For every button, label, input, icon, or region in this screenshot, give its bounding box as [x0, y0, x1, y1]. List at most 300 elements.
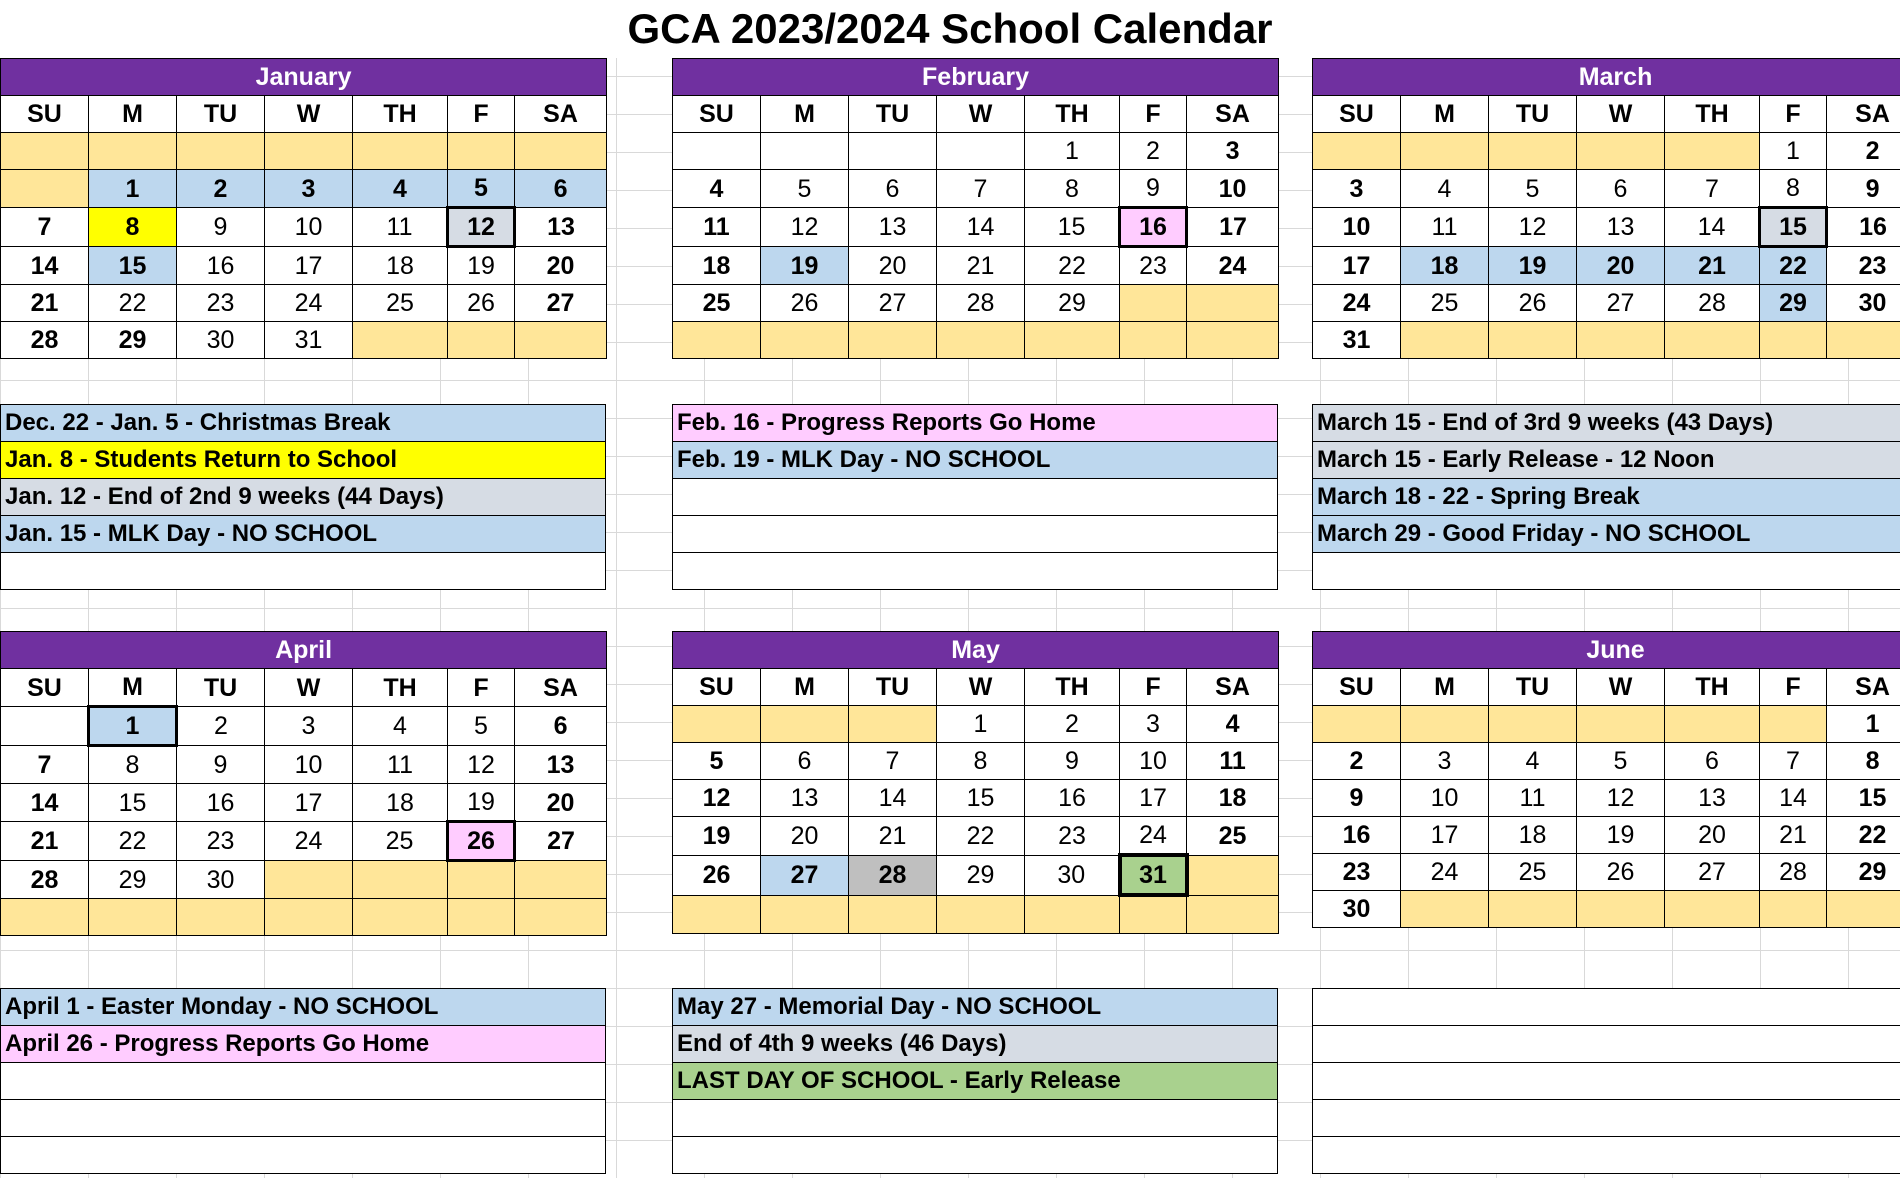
day-cell: 5: [673, 743, 761, 780]
empty-day-cell: [1760, 891, 1827, 928]
day-cell: 26: [1577, 854, 1665, 891]
day-cell: 13: [1665, 780, 1760, 817]
day-cell: 17: [265, 247, 353, 285]
day-cell: 30: [1313, 891, 1401, 928]
day-cell: 26: [448, 285, 515, 322]
day-cell: 21: [937, 247, 1025, 285]
day-header: TU: [1489, 669, 1577, 706]
day-cell: 6: [1665, 743, 1760, 780]
empty-note-row: [1, 1137, 606, 1174]
day-cell: 24: [265, 285, 353, 322]
day-cell: 17: [1313, 247, 1401, 285]
day-header: W: [1577, 96, 1665, 133]
week-row: [673, 247, 1279, 285]
day-cell: 30: [177, 861, 265, 899]
empty-day-cell: [1489, 133, 1577, 170]
day-cell: 7: [1665, 170, 1760, 208]
week-row: [1, 170, 607, 208]
day-cell: 4: [1187, 706, 1279, 743]
day-cell: 20: [515, 247, 607, 285]
day-cell: 9: [1025, 743, 1120, 780]
day-cell: 20: [761, 817, 849, 856]
day-cell: 11: [1401, 208, 1489, 247]
empty-day-cell: [849, 133, 937, 170]
day-header: TU: [177, 669, 265, 707]
day-cell: 19: [1489, 247, 1577, 285]
day-header: SA: [1187, 96, 1279, 133]
week-row: [1, 208, 607, 247]
empty-note-row: [1313, 553, 1900, 590]
day-cell: 13: [515, 746, 607, 784]
empty-day-cell: [1827, 891, 1900, 928]
day-cell: 2: [1313, 743, 1401, 780]
day-header: TH: [1665, 96, 1760, 133]
day-header: TH: [1665, 669, 1760, 706]
empty-day-cell: [448, 322, 515, 359]
empty-day-cell: [1489, 322, 1577, 359]
day-cell: 23: [1827, 247, 1900, 285]
day-cell: 3: [1313, 170, 1401, 208]
week-row: [673, 706, 1279, 743]
month-title: February: [673, 59, 1279, 96]
week-row: [673, 780, 1279, 817]
day-cell: 24: [1313, 285, 1401, 322]
day-cell: 18: [1489, 817, 1577, 854]
empty-day-cell: [515, 861, 607, 899]
day-cell: 28: [1, 861, 89, 899]
day-cell: 7: [849, 743, 937, 780]
day-header: M: [1401, 669, 1489, 706]
week-row: [673, 743, 1279, 780]
day-cell: 8: [89, 208, 177, 247]
week-row: [1313, 208, 1900, 247]
day-cell: 10: [1187, 170, 1279, 208]
empty-day-cell: [1665, 891, 1760, 928]
empty-day-cell: [761, 133, 849, 170]
day-header: F: [448, 96, 515, 133]
day-cell: 29: [1760, 285, 1827, 322]
event-note: Dec. 22 - Jan. 5 - Christmas Break: [1, 405, 606, 442]
week-row: [1313, 891, 1900, 928]
day-cell: 5: [448, 170, 515, 208]
empty-day-cell: [1827, 322, 1900, 359]
day-cell: 19: [761, 247, 849, 285]
week-row: [1313, 743, 1900, 780]
day-cell: 10: [265, 746, 353, 784]
event-note: March 29 - Good Friday - NO SCHOOL: [1313, 516, 1900, 553]
day-cell: 15: [89, 784, 177, 822]
week-row: [673, 133, 1279, 170]
day-cell: 5: [1577, 743, 1665, 780]
empty-day-cell: [1, 899, 89, 936]
empty-day-cell: [673, 895, 761, 934]
day-header: TH: [1025, 96, 1120, 133]
day-cell: 22: [1760, 247, 1827, 285]
day-cell: 28: [937, 285, 1025, 322]
day-cell: 17: [1187, 208, 1279, 247]
month-calendar-february: [672, 58, 1279, 359]
day-header: W: [265, 669, 353, 707]
event-note: Feb. 19 - MLK Day - NO SCHOOL: [673, 442, 1278, 479]
empty-note-row: [673, 1100, 1278, 1137]
week-row: [1313, 706, 1900, 743]
day-cell: 7: [1, 746, 89, 784]
day-header: M: [761, 669, 849, 706]
empty-day-cell: [673, 133, 761, 170]
day-cell: 18: [673, 247, 761, 285]
day-cell: 1: [89, 707, 177, 746]
day-header: TH: [353, 669, 448, 707]
day-cell: 22: [1025, 247, 1120, 285]
empty-note-row: [673, 479, 1278, 516]
day-cell: 26: [1489, 285, 1577, 322]
day-header: F: [1760, 669, 1827, 706]
empty-day-cell: [1401, 133, 1489, 170]
day-cell: 17: [1401, 817, 1489, 854]
day-header: TU: [849, 669, 937, 706]
empty-day-cell: [1120, 895, 1187, 934]
day-cell: 14: [1, 247, 89, 285]
day-cell: 30: [1827, 285, 1900, 322]
day-header: SA: [1827, 96, 1900, 133]
day-header: SU: [673, 669, 761, 706]
event-note: Jan. 8 - Students Return to School: [1, 442, 606, 479]
day-cell: 22: [89, 822, 177, 861]
day-header: W: [937, 669, 1025, 706]
empty-day-cell: [89, 133, 177, 170]
empty-note-row: [1313, 1026, 1900, 1063]
day-cell: 3: [1120, 706, 1187, 743]
day-cell: 11: [673, 208, 761, 247]
day-cell: 1: [89, 170, 177, 208]
day-header: F: [1120, 669, 1187, 706]
empty-note-row: [673, 516, 1278, 553]
day-cell: 14: [1760, 780, 1827, 817]
day-cell: 27: [515, 285, 607, 322]
event-note: April 1 - Easter Monday - NO SCHOOL: [1, 989, 606, 1026]
day-header: M: [89, 669, 177, 707]
week-row: [1, 285, 607, 322]
day-header: SA: [515, 96, 607, 133]
month-calendar-april: [0, 631, 607, 936]
day-cell: 13: [1577, 208, 1665, 247]
day-cell: 15: [1760, 208, 1827, 247]
day-cell: 30: [1025, 855, 1120, 895]
day-cell: 2: [177, 707, 265, 746]
day-cell: 16: [1313, 817, 1401, 854]
event-note: LAST DAY OF SCHOOL - Early Release: [673, 1063, 1278, 1100]
day-cell: 3: [265, 170, 353, 208]
empty-day-cell: [1120, 285, 1187, 322]
empty-day-cell: [515, 322, 607, 359]
day-cell: 11: [353, 746, 448, 784]
event-note: April 26 - Progress Reports Go Home: [1, 1026, 606, 1063]
day-cell: 10: [1401, 780, 1489, 817]
day-cell: 4: [353, 170, 448, 208]
week-row: [1, 707, 607, 746]
day-cell: 2: [1827, 133, 1900, 170]
day-cell: 16: [1827, 208, 1900, 247]
empty-day-cell: [1401, 322, 1489, 359]
day-cell: 19: [448, 784, 515, 822]
empty-day-cell: [1120, 322, 1187, 359]
day-cell: 9: [1827, 170, 1900, 208]
day-cell: 29: [1025, 285, 1120, 322]
day-cell: 16: [177, 784, 265, 822]
day-cell: 8: [89, 746, 177, 784]
day-header: TU: [177, 96, 265, 133]
day-cell: 17: [265, 784, 353, 822]
day-cell: 25: [673, 285, 761, 322]
day-cell: 12: [761, 208, 849, 247]
day-cell: 8: [1760, 170, 1827, 208]
day-cell: 24: [265, 822, 353, 861]
day-cell: 27: [1665, 854, 1760, 891]
week-row: [1313, 247, 1900, 285]
empty-day-cell: [1, 170, 89, 208]
empty-day-cell: [1577, 891, 1665, 928]
week-row: [673, 322, 1279, 359]
empty-day-cell: [937, 895, 1025, 934]
event-note: May 27 - Memorial Day - NO SCHOOL: [673, 989, 1278, 1026]
day-header: TU: [1489, 96, 1577, 133]
day-cell: 12: [1577, 780, 1665, 817]
empty-day-cell: [1577, 133, 1665, 170]
day-cell: 21: [1, 285, 89, 322]
day-cell: 10: [1313, 208, 1401, 247]
day-cell: 27: [849, 285, 937, 322]
day-cell: 24: [1187, 247, 1279, 285]
empty-day-cell: [849, 895, 937, 934]
day-cell: 8: [1025, 170, 1120, 208]
day-cell: 11: [353, 208, 448, 247]
day-cell: 6: [515, 170, 607, 208]
event-note: Jan. 15 - MLK Day - NO SCHOOL: [1, 516, 606, 553]
day-header: F: [1120, 96, 1187, 133]
month-notes-february: [672, 404, 1278, 590]
empty-day-cell: [1187, 895, 1279, 934]
month-title: May: [673, 632, 1279, 669]
day-cell: 14: [1, 784, 89, 822]
day-cell: 3: [1401, 743, 1489, 780]
day-cell: 22: [1827, 817, 1900, 854]
week-row: [1, 322, 607, 359]
empty-day-cell: [1760, 706, 1827, 743]
day-cell: 5: [761, 170, 849, 208]
week-row: [1, 784, 607, 822]
event-note: Feb. 16 - Progress Reports Go Home: [673, 405, 1278, 442]
week-row: [673, 855, 1279, 895]
day-cell: 3: [265, 707, 353, 746]
day-header: TH: [1025, 669, 1120, 706]
week-row: [673, 817, 1279, 856]
month-notes-may: [672, 988, 1278, 1174]
week-row: [673, 285, 1279, 322]
month-calendar-june: [1312, 631, 1900, 928]
day-header: M: [1401, 96, 1489, 133]
day-cell: 29: [89, 322, 177, 359]
empty-day-cell: [937, 322, 1025, 359]
day-cell: 6: [515, 707, 607, 746]
day-header: TH: [353, 96, 448, 133]
event-note: March 18 - 22 - Spring Break: [1313, 479, 1900, 516]
day-header: W: [1577, 669, 1665, 706]
empty-day-cell: [849, 322, 937, 359]
week-row: [1, 822, 607, 861]
day-cell: 13: [761, 780, 849, 817]
day-cell: 15: [1827, 780, 1900, 817]
week-row: [1313, 133, 1900, 170]
month-title: January: [1, 59, 607, 96]
empty-day-cell: [448, 861, 515, 899]
empty-day-cell: [1489, 706, 1577, 743]
week-row: [673, 208, 1279, 247]
month-calendar-may: [672, 631, 1279, 934]
empty-day-cell: [673, 706, 761, 743]
day-cell: 21: [1, 822, 89, 861]
day-cell: 20: [515, 784, 607, 822]
day-cell: 2: [1025, 706, 1120, 743]
day-header: W: [937, 96, 1025, 133]
day-cell: 26: [448, 822, 515, 861]
day-cell: 25: [353, 285, 448, 322]
day-cell: 5: [1489, 170, 1577, 208]
empty-day-cell: [1665, 133, 1760, 170]
day-cell: 14: [1665, 208, 1760, 247]
day-header: SU: [1313, 96, 1401, 133]
day-cell: 21: [849, 817, 937, 856]
empty-day-cell: [1, 707, 89, 746]
day-cell: 22: [89, 285, 177, 322]
day-cell: 1: [1025, 133, 1120, 170]
day-cell: 29: [1827, 854, 1900, 891]
empty-day-cell: [1025, 322, 1120, 359]
empty-day-cell: [1577, 322, 1665, 359]
empty-note-row: [1313, 1100, 1900, 1137]
month-title: March: [1313, 59, 1900, 96]
empty-day-cell: [353, 861, 448, 899]
week-row: [1313, 780, 1900, 817]
day-header: W: [265, 96, 353, 133]
day-header: SU: [1, 669, 89, 707]
empty-day-cell: [849, 706, 937, 743]
day-cell: 21: [1665, 247, 1760, 285]
day-cell: 18: [1187, 780, 1279, 817]
day-cell: 18: [353, 784, 448, 822]
day-cell: 12: [1489, 208, 1577, 247]
day-cell: 9: [177, 746, 265, 784]
day-cell: 9: [1120, 170, 1187, 208]
month-calendar-january: [0, 58, 607, 359]
empty-day-cell: [673, 322, 761, 359]
day-cell: 20: [849, 247, 937, 285]
empty-day-cell: [1760, 322, 1827, 359]
empty-day-cell: [1, 133, 89, 170]
day-cell: 26: [761, 285, 849, 322]
day-cell: 7: [1, 208, 89, 247]
day-cell: 25: [353, 822, 448, 861]
day-cell: 17: [1120, 780, 1187, 817]
empty-day-cell: [761, 322, 849, 359]
day-cell: 24: [1120, 817, 1187, 856]
day-cell: 28: [1, 322, 89, 359]
day-header: F: [1760, 96, 1827, 133]
day-cell: 31: [1313, 322, 1401, 359]
empty-day-cell: [1025, 895, 1120, 934]
week-row: [1, 133, 607, 170]
event-note: End of 4th 9 weeks (46 Days): [673, 1026, 1278, 1063]
day-header: SU: [673, 96, 761, 133]
day-cell: 28: [1665, 285, 1760, 322]
day-cell: 30: [177, 322, 265, 359]
day-cell: 6: [761, 743, 849, 780]
day-cell: 1: [1827, 706, 1900, 743]
week-row: [673, 170, 1279, 208]
week-row: [1313, 817, 1900, 854]
day-cell: 2: [177, 170, 265, 208]
day-cell: 12: [673, 780, 761, 817]
day-cell: 16: [177, 247, 265, 285]
day-cell: 23: [1120, 247, 1187, 285]
day-cell: 9: [1313, 780, 1401, 817]
day-cell: 27: [1577, 285, 1665, 322]
day-cell: 28: [849, 855, 937, 895]
day-cell: 26: [673, 855, 761, 895]
week-row: [1313, 854, 1900, 891]
empty-note-row: [1313, 1063, 1900, 1100]
event-note: March 15 - End of 3rd 9 weeks (43 Days): [1313, 405, 1900, 442]
empty-day-cell: [265, 899, 353, 936]
day-header: SA: [1187, 669, 1279, 706]
empty-day-cell: [1187, 285, 1279, 322]
day-cell: 2: [1120, 133, 1187, 170]
day-header: M: [89, 96, 177, 133]
day-cell: 4: [1401, 170, 1489, 208]
day-cell: 12: [448, 208, 515, 247]
week-row: [1313, 322, 1900, 359]
empty-day-cell: [1665, 706, 1760, 743]
day-cell: 18: [1401, 247, 1489, 285]
day-cell: 3: [1187, 133, 1279, 170]
day-cell: 25: [1187, 817, 1279, 856]
day-cell: 28: [1760, 854, 1827, 891]
day-cell: 1: [937, 706, 1025, 743]
empty-note-row: [1, 553, 606, 590]
day-cell: 19: [673, 817, 761, 856]
empty-note-row: [1313, 1137, 1900, 1174]
day-cell: 15: [937, 780, 1025, 817]
week-row: [1, 899, 607, 936]
day-cell: 16: [1120, 208, 1187, 247]
page-title: GCA 2023/2024 School Calendar: [0, 0, 1900, 58]
day-cell: 19: [1577, 817, 1665, 854]
day-cell: 12: [448, 746, 515, 784]
empty-day-cell: [1313, 133, 1401, 170]
day-header: TU: [849, 96, 937, 133]
empty-day-cell: [1577, 706, 1665, 743]
empty-note-row: [1, 1063, 606, 1100]
week-row: [1, 861, 607, 899]
empty-day-cell: [448, 133, 515, 170]
empty-note-row: [673, 553, 1278, 590]
day-cell: 1: [1760, 133, 1827, 170]
day-cell: 8: [1827, 743, 1900, 780]
empty-day-cell: [353, 133, 448, 170]
day-cell: 27: [515, 822, 607, 861]
day-cell: 7: [1760, 743, 1827, 780]
month-calendar-march: [1312, 58, 1900, 359]
empty-day-cell: [937, 133, 1025, 170]
